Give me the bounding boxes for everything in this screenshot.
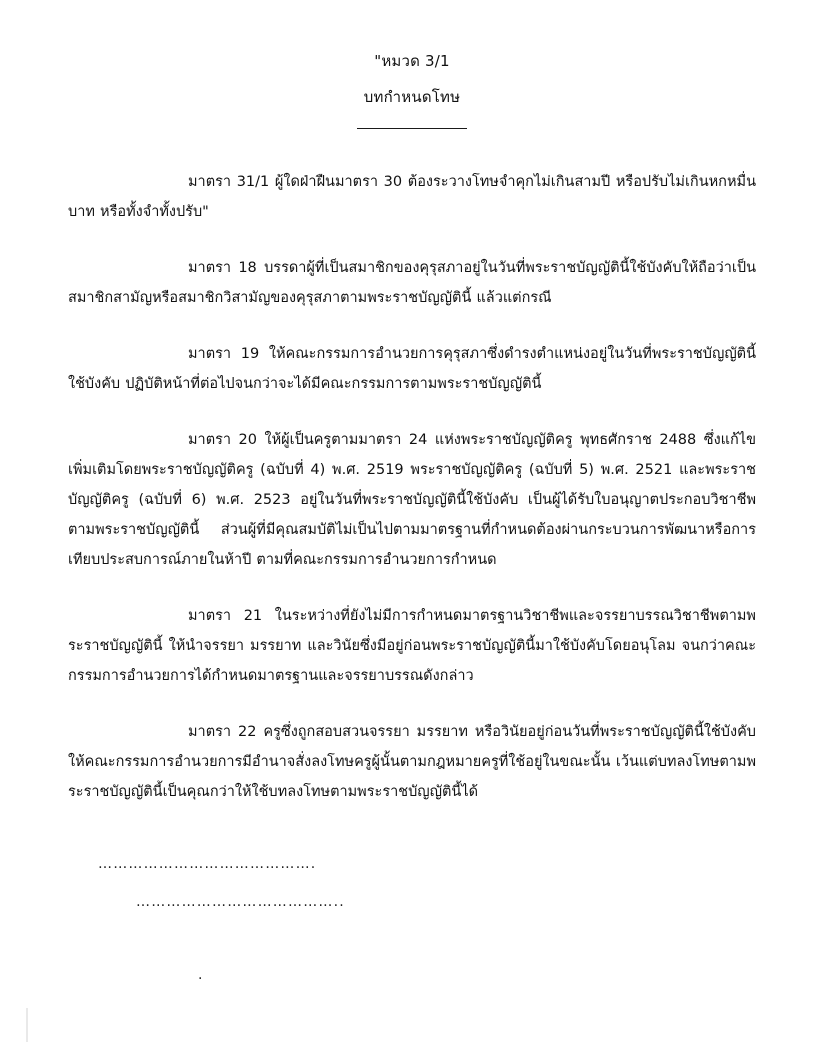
- paragraph-section-20: มาตรา 20 ให้ผู้เป็นครูตามมาตรา 24 แห่งพระราชบัญญัติครู พุทธศักราช 2488 ซึ่งแก้ไขเพิ่มเติมโดยพระราชบัญญัติครู (ฉบับที่ 4) พ.ศ. 2519 พระราชบัญญัติครู (ฉบับที่ 5) พ.ศ. 2521 และพระราชบัญญัติครู (ฉบับที่ 6) พ.ศ. 2523 อยู่ในวันที่พระราชบัญญัตินี้ใช้บังคับ เป็นผู้ได้รับใบอนุญาตประกอบวิชาชีพตามพระราชบัญญัตินี้ ส่วนผู้ที่มีคุณสมบัติไม่เป็นไปตามมาตรฐานที่กำหนดต้องผ่านกระบวนการพัฒนาหรือการเทียบประสบการณ์ภายในห้าปี ตามที่คณะกรรมการอำนวยการกำหนด: [68, 432, 756, 568]
- signature-block: [68, 851, 756, 915]
- page-edge-mark: [26, 1008, 28, 1042]
- heading-divider-wrap: [68, 128, 756, 129]
- signature-line-1: …………………………………….: [98, 856, 317, 872]
- heading-divider: [357, 128, 467, 129]
- signature-line-2: …………………………………..: [136, 894, 345, 910]
- paragraph-section-21: มาตรา 21 ในระหว่างที่ยังไม่มีการกำหนดมาตรฐานวิชาชีพและจรรยาบรรณวิชาชีพตามพระราชบัญญัตินี้ ให้นำจรรยา มรรยาท และวินัยซึ่งมีอยู่ก่อนพระราชบัญญัตินี้มาใช้บังคับโดยอนุโลม จนกว่าคณะกรรมการอำนวยการได้กำหนดมาตรฐานและจรรยาบรรณดังกล่าว: [68, 608, 756, 684]
- paragraph-section-31-1: มาตรา 31/1 ผู้ใดฝ่าฝืนมาตรา 30 ต้องระวางโทษจำคุกไม่เกินสามปี หรือปรับไม่เกินหกหมื่นบาท หรือทั้งจำทั้งปรับ": [68, 174, 756, 220]
- stray-mark: .: [198, 967, 203, 983]
- heading-chapter: "หมวด 3/1: [374, 52, 450, 70]
- heading-subtitle: บทกำหนดโทษ: [363, 88, 461, 106]
- document-heading: [68, 48, 756, 110]
- paragraph-section-18: มาตรา 18 บรรดาผู้ที่เป็นสมาชิกของคุรุสภาอยู่ในวันที่พระราชบัญญัตินี้ใช้บังคับให้ถือว่าเป็นสมาชิกสามัญหรือสมาชิกวิสามัญของคุรุสภาตามพระราชบัญญัตินี้ แล้วแต่กรณี: [68, 260, 756, 306]
- paragraph-section-19: มาตรา 19 ให้คณะกรรมการอำนวยการคุรุสภาซึ่งดำรงตำแหน่งอยู่ในวันที่พระราชบัญญัตินี้ใช้บังคับ ปฏิบัติหน้าที่ต่อไปจนกว่าจะได้มีคณะกรรมการตามพระราชบัญญัตินี้: [68, 346, 756, 392]
- paragraph-section-22: มาตรา 22 ครูซึ่งถูกสอบสวนจรรยา มรรยาท หรือวินัยอยู่ก่อนวันที่พระราชบัญญัตินี้ใช้บังคับ ให้คณะกรรมการอำนวยการมีอำนาจสั่งลงโทษครูผู้นั้นตามกฎหมายครูที่ใช้อยู่ในขณะนั้น เว้นแต่บทลงโทษตามพระราชบัญญัตินี้เป็นคุณกว่าให้ใช้บทลงโทษตามพระราชบัญญัตินี้ได้: [68, 724, 756, 800]
